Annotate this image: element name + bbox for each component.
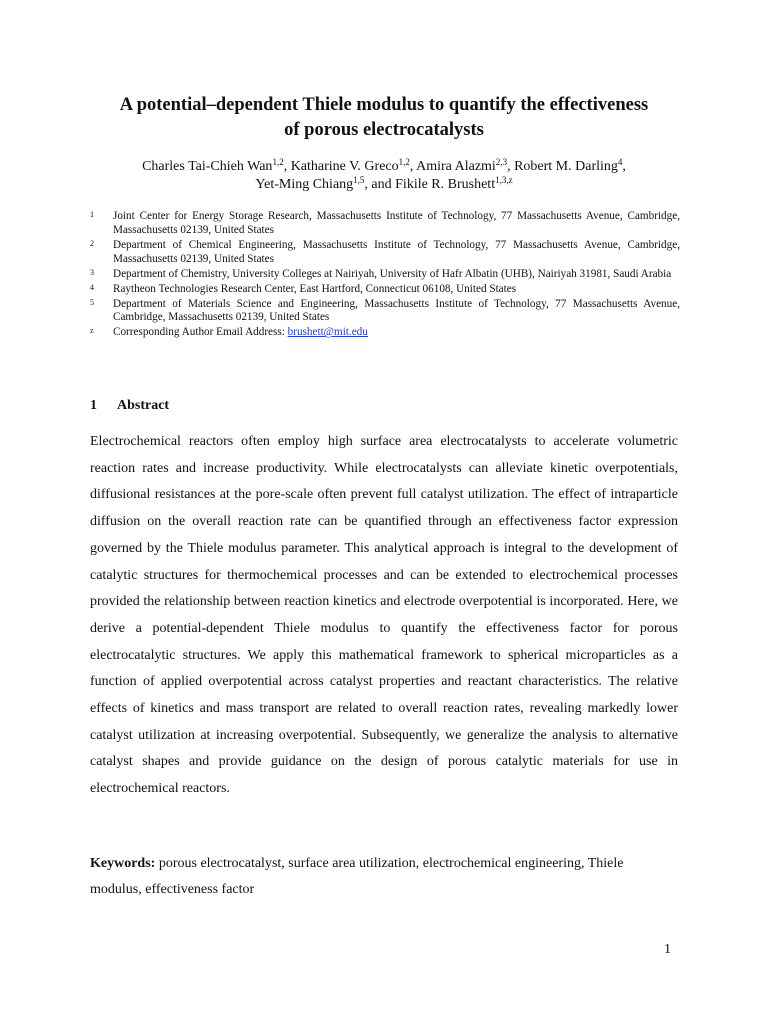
affiliation-text: Department of Chemical Engineering, Massachusetts Institute of Technology, 77 Massachusetts Avenue, Cambridge, Massachusetts 02139, United States bbox=[113, 238, 680, 265]
affiliation-number: 2 bbox=[90, 238, 94, 248]
author-name: Charles Tai-Chieh Wan bbox=[142, 159, 273, 174]
abstract-body: Electrochemical reactors often employ high surface area electrocatalysts to accelerate volumetric reaction rates and increase productivity. While electrocatalysts can alleviate kinetic overpotentials, diffusional resistances at the pore-scale often prevent full catalyst utilization. The effect of intraparticle diffusion on the overall reaction rate can be quantified through an effectiveness factor expression governed by the Thiele modulus parameter. This analytical approach is integral to the development of catalytic structures for thermochemical processes and can be extended to electrochemical processes provided the relationship between reaction kinetics and electrode overpotential is incorporated. Here, we derive a potential-dependent Thiele modulus to quantify the effectiveness factor for porous electrocatalytic structures. We apply this mathematical framework to spherical microparticles as a function of applied overpotential across catalyst properties and reactant characteristics. The relative effects of kinetics and mass transport are related to overall reaction rates, revealing markedly lower catalyst utilization at increasing overpotential. Subsequently, we generalize the analysis to alternative catalyst shapes and provide guidance on the design of porous catalytic materials for use in electrochemical reactors. bbox=[90, 434, 678, 797]
corresponding-email-link[interactable]: brushett@mit.edu bbox=[287, 326, 368, 339]
author-separator: , bbox=[507, 159, 515, 174]
affiliation-item bbox=[90, 239, 680, 267]
author-line-2 bbox=[60, 176, 708, 194]
author-separator: , bbox=[622, 159, 626, 174]
affiliation-item bbox=[90, 298, 680, 326]
corresponding-label: Corresponding Author Email Address: bbox=[113, 326, 288, 339]
author-name: Amira Alazmi bbox=[416, 159, 496, 174]
affiliation-text: Joint Center for Energy Storage Research, Massachusetts Institute of Technology, 77 Massachusetts Avenue, Cambridge, Massachusetts 02139, United States bbox=[113, 210, 680, 236]
author-line-1 bbox=[60, 158, 708, 176]
author-affiliation-marker: 1,3,z bbox=[495, 175, 513, 185]
section-heading bbox=[90, 397, 169, 415]
author-name: Katharine V. Greco bbox=[290, 159, 399, 174]
author-affiliation-marker: 2,3 bbox=[495, 157, 508, 167]
title-line-2: of porous electrocatalysts bbox=[284, 120, 484, 140]
affiliation-number: 1 bbox=[90, 210, 94, 219]
author-separator: , and bbox=[364, 177, 396, 192]
affiliation-item bbox=[90, 283, 680, 297]
keywords bbox=[90, 851, 678, 903]
affiliation-item bbox=[90, 210, 680, 238]
affiliation-number: 4 bbox=[90, 282, 94, 292]
author-separator: , bbox=[283, 159, 291, 174]
author-affiliation-marker: 1,5 bbox=[353, 175, 365, 185]
author-separator: , bbox=[409, 159, 417, 174]
affiliation-text: Raytheon Technologies Research Center, East Hartford, Connecticut 06108, United States bbox=[113, 282, 517, 295]
affiliation-list bbox=[90, 210, 680, 341]
affiliation-number: 3 bbox=[90, 267, 94, 277]
author-affiliation-marker: 1,2 bbox=[272, 157, 284, 167]
corresponding-author bbox=[90, 326, 680, 340]
keywords-label: Keywords: bbox=[90, 856, 156, 871]
affiliation-item bbox=[90, 268, 680, 282]
corresponding-marker: z bbox=[90, 326, 94, 336]
author-name: Robert M. Darling bbox=[514, 159, 618, 174]
affiliation-number: 5 bbox=[90, 297, 94, 307]
author-name: Fikile R. Brushett bbox=[395, 177, 496, 192]
author-list bbox=[60, 158, 708, 194]
corresponding-text bbox=[113, 326, 680, 340]
author-name: Yet-Ming Chiang bbox=[255, 177, 354, 192]
keywords-text: porous electrocatalyst, surface area utilization, electrochemical engineering, Thiele modulus, effectiveness factor bbox=[90, 856, 624, 897]
author-affiliation-marker: 4 bbox=[617, 157, 623, 167]
title-line-1: A potential–dependent Thiele modulus to quantify the effectiveness bbox=[119, 95, 649, 115]
author-affiliation-marker: 1,2 bbox=[398, 157, 410, 167]
page-number: 1 bbox=[664, 942, 671, 957]
section-number: 1 bbox=[90, 398, 97, 413]
affiliation-text: Department of Chemistry, University Colleges at Nairiyah, University of Hafr Albatin (UHB), Nairiyah 31981, Saudi Arabia bbox=[113, 267, 672, 280]
section-title: Abstract bbox=[117, 398, 170, 413]
paper-title bbox=[60, 93, 708, 143]
affiliation-text: Department of Materials Science and Engineering, Massachusetts Institute of Technology, 77 Massachusetts Avenue, Cambridge, Massachusetts 02139, United States bbox=[113, 297, 680, 324]
